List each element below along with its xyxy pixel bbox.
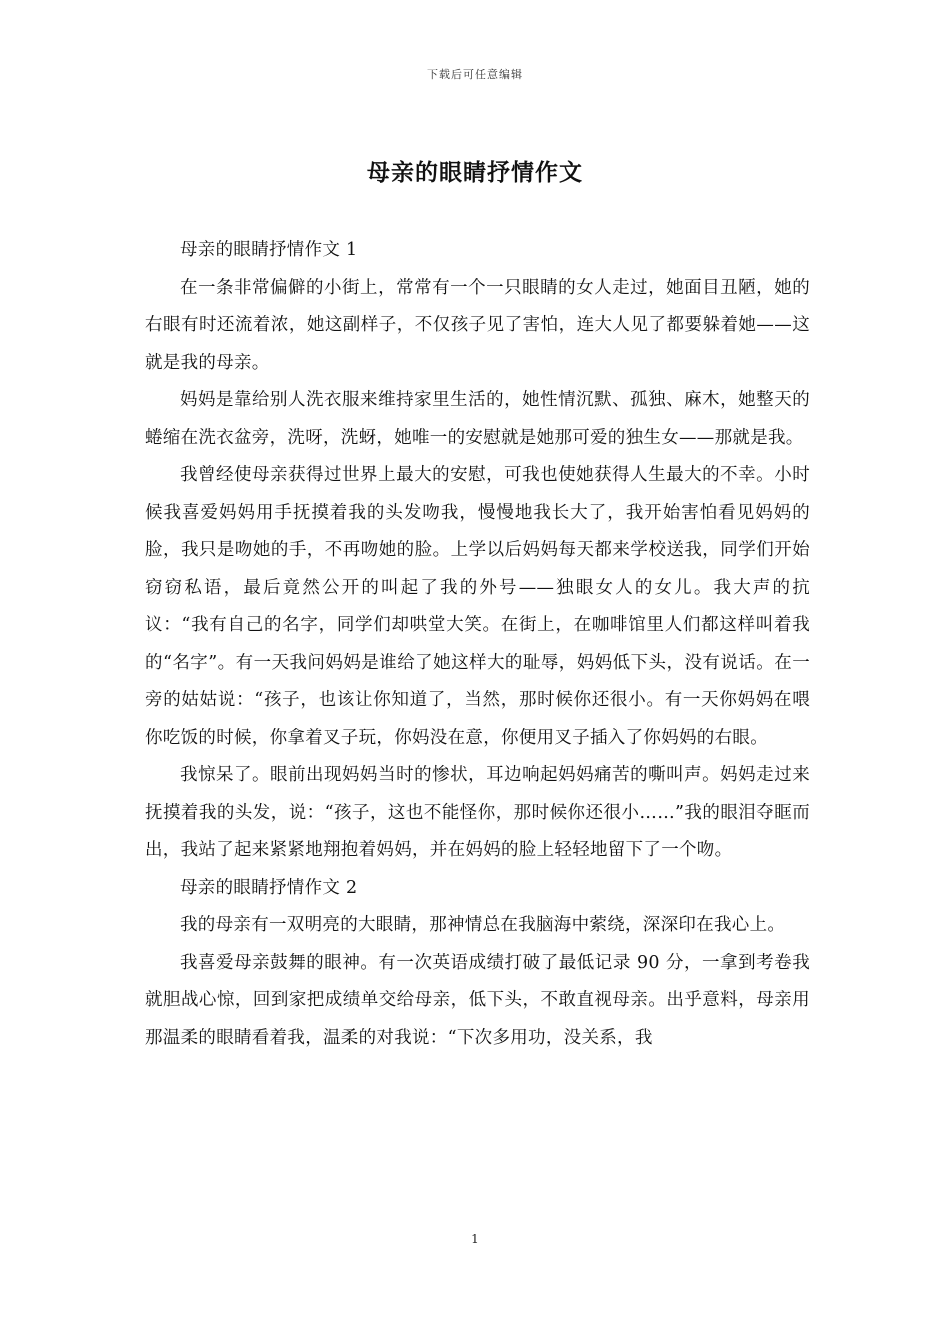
paragraph: 我的母亲有一双明亮的大眼睛，那神情总在我脑海中萦绕，深深印在我心上。 (180, 915, 786, 935)
paragraph: 妈妈是靠给别人洗衣服来维持家里生活的，她性情沉默、孤独、麻木，她整天的蜷缩在洗衣盆旁，洗呀，洗蚜，她唯一的安慰就是她那可爱的独生女——那就是我。 (145, 390, 810, 448)
document-body (145, 232, 810, 1057)
section-heading-2: 母亲的眼睛抒情作文 2 (180, 877, 358, 898)
section-heading-1: 母亲的眼睛抒情作文 1 (180, 240, 358, 260)
document-title: 母亲的眼睛抒情作文 (367, 160, 583, 186)
paragraph: 我惊呆了。眼前出现妈妈当时的惨状，耳边响起妈妈痛苦的嘶叫声。妈妈走过来抚摸着我的头发，说：“孩子，这也不能怪你，那时候你还很小……”我的眼泪夺眶而出，我站了起来紧紧地翔抱着妈妈，并在妈妈的脸上轻轻地留下了一个吻。 (145, 765, 810, 860)
paragraph: 我喜爱母亲鼓舞的眼神。有一次英语成绩打破了最低记录 90 分，一拿到考卷我就胆战心惊，回到家把成绩单交给母亲，低下头，不敢直视母亲。出乎意料，母亲用那温柔的眼睛看着我，温柔的对我说：“下次多用功，没关系，我 (145, 952, 810, 1048)
paragraph: 在一条非常偏僻的小街上，常常有一个一只眼睛的女人走过，她面目丑陋，她的右眼有时还流着浓，她这副样子，不仅孩子见了害怕，连大人见了都要躲着她——这就是我的母亲。 (145, 277, 810, 373)
paragraph: 我曾经使母亲获得过世界上最大的安慰，可我也使她获得人生最大的不幸。小时候我喜爱妈妈用手抚摸着我的头发吻我，慢慢地我长大了，我开始害怕看见妈妈的脸，我只是吻她的手，不再吻她的脸。上学以后妈妈每天都来学校送我，同学们开始窃窃私语，最后竟然公开的叫起了我的外号——独眼女人的女儿。我大声的抗议：“我有自己的名字，同学们却哄堂大笑。在街上，在咖啡馆里人们都这样叫着我的“名字”。有一天我问妈妈是谁给了她这样大的耻辱，妈妈低下头，没有说话。在一旁的姑姑说：“孩子，也该让你知道了，当然，那时候你还很小。有一天你妈妈在喂你吃饭的时候，你拿着叉子玩，你妈没在意，你便用叉子插入了你妈妈的右眼。 (145, 465, 810, 748)
page-number: 1 (471, 1232, 479, 1246)
header-note: 下载后可任意编辑 (427, 68, 523, 81)
